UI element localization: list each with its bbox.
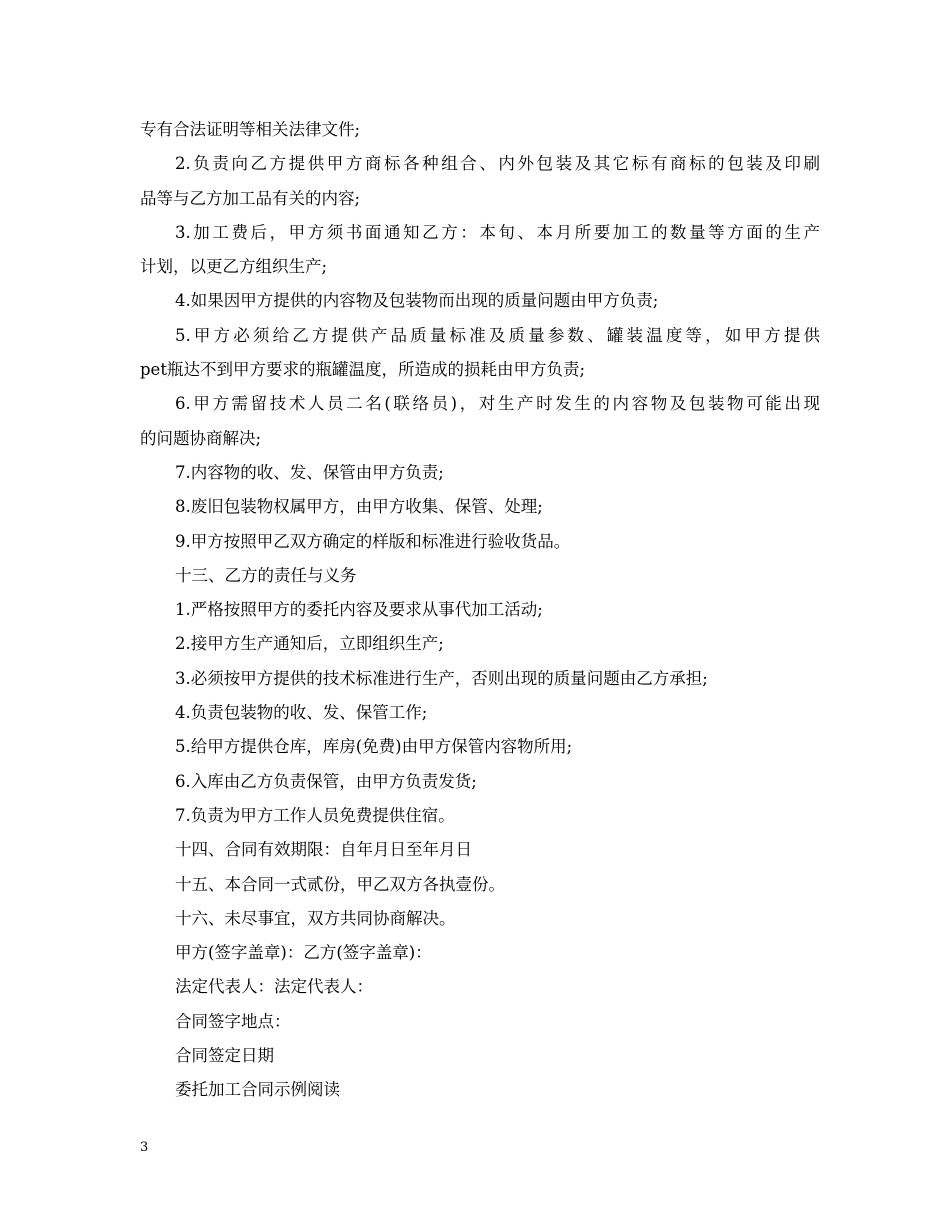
paragraph-line: 计划，以更乙方组织生产; (140, 257, 328, 277)
paragraph-line: 的问题协商解决; (140, 428, 262, 448)
paragraph-line: 甲方(签字盖章)：乙方(签字盖章)： (175, 943, 432, 963)
paragraph-line: 3.必须按甲方提供的技术标准进行生产，否则出现的质量问题由乙方承担; (175, 668, 708, 688)
paragraph-line: 7.负责为甲方工作人员免费提供住宿。 (175, 805, 455, 825)
paragraph-line: 委托加工合同示例阅读 (175, 1080, 340, 1100)
paragraph-line: 合同签定日期 (175, 1046, 274, 1066)
paragraph-line: 十六、未尽事宜，双方共同协商解决。 (175, 908, 456, 928)
paragraph-line: 4.如果因甲方提供的内容物及包装物而出现的质量问题由甲方负责; (175, 291, 659, 311)
paragraph-line: 合同签字地点： (175, 1011, 291, 1031)
paragraph-line: 十三、乙方的责任与义务 (175, 565, 357, 585)
paragraph-line: 9.甲方按照甲乙双方确定的样版和标准进行验收货品。 (175, 531, 571, 551)
paragraph-line: 8.废旧包装物权属甲方，由甲方收集、保管、处理; (175, 497, 543, 517)
paragraph-line: 6.入库由乙方负责保管，由甲方负责发货; (175, 771, 477, 791)
paragraph-line: 7.内容物的收、发、保管由甲方负责; (175, 462, 444, 482)
paragraph-line: 专有合法证明等相关法律文件; (140, 120, 361, 139)
paragraph-line: 2.负责向乙方提供甲方商标各种组合、内外包装及其它标有商标的包装及印刷 (175, 154, 820, 174)
paragraph-line: 十四、合同有效期限：自年月日至年月日 (175, 840, 472, 860)
paragraph-line: 4.负责包装物的收、发、保管工作; (175, 703, 428, 723)
paragraph-line: 法定代表人：法定代表人： (175, 977, 373, 997)
document-body (140, 113, 820, 1108)
paragraph-line: pet瓶达不到甲方要求的瓶罐温度，所造成的损耗由甲方负责; (140, 360, 586, 380)
paragraph-line: 1.严格按照甲方的委托内容及要求从事代加工活动; (175, 600, 543, 620)
paragraph-line: 6.甲方需留技术人员二名(联络员)，对生产时发生的内容物及包装物可能出现 (175, 394, 820, 414)
paragraph-line: 5.给甲方提供仓库，库房(免费)由甲方保管内容物所用; (175, 737, 573, 757)
paragraph-line: 5.甲方必须给乙方提供产品质量标准及质量参数、罐装温度等，如甲方提供 (175, 325, 820, 345)
paragraph-line: 十五、本合同一式贰份，甲乙双方各执壹份。 (175, 874, 505, 894)
paragraph-line: 2.接甲方生产通知后，立即组织生产; (175, 634, 444, 654)
paragraph-line: 品等与乙方加工品有关的内容; (140, 188, 361, 208)
page-number: 3 (140, 1140, 149, 1155)
paragraph-line: 3.加工费后，甲方须书面通知乙方：本旬、本月所要加工的数量等方面的生产 (175, 222, 820, 242)
